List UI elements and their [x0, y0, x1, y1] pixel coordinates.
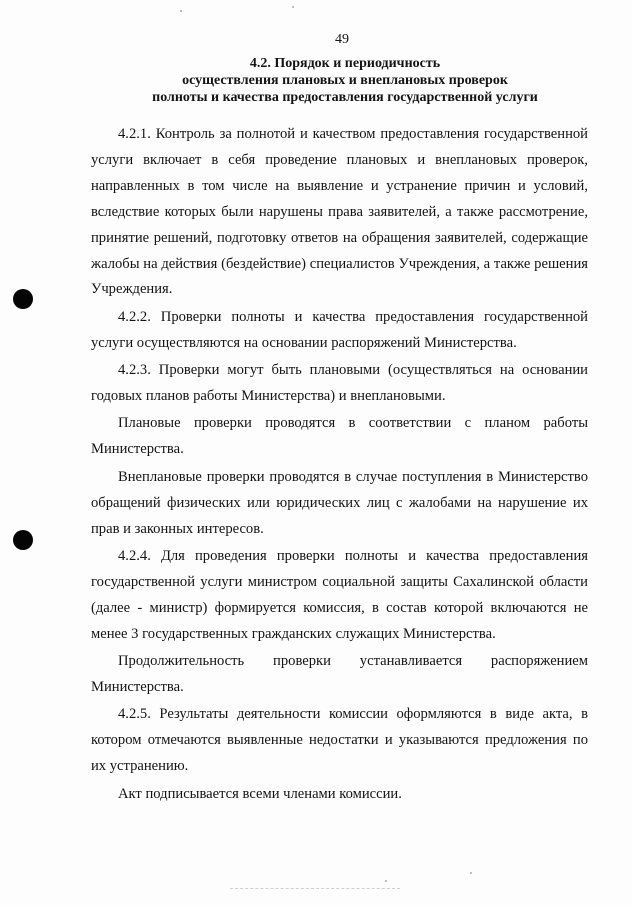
section-heading	[90, 55, 600, 106]
scan-speck	[385, 880, 387, 882]
paragraph: 4.2.5. Результаты деятельности комиссии оформляются в виде акта, в котором отмечаются выявленные недостатки и указываются предложения по их устранению.	[91, 706, 588, 775]
paragraph: 4.2.4. Для проведения проверки полноты и качества предоставления государственной услуги министром социальной защиты Сахалинской области (далее - министр) формируется комиссия, в состав которой включаются не менее 3 государственных гражданских служащих Министерства.	[91, 548, 588, 642]
binder-hole	[13, 530, 33, 550]
binder-hole	[13, 289, 33, 309]
scan-speck	[470, 872, 472, 874]
paragraph: Акт подписывается всеми членами комиссии.	[118, 785, 402, 802]
paragraph: Плановые проверки проводятся в соответствии с планом работы Министерства.	[91, 415, 588, 458]
scan-speck	[180, 10, 182, 12]
paragraph: 4.2.3. Проверки могут быть плановыми (осуществляться на основании годовых планов работы Министерства) и внеплановыми.	[91, 362, 588, 405]
body-text	[91, 122, 588, 808]
paragraph: Продолжительность проверки устанавливается распоряжением Министерства.	[91, 653, 588, 696]
paragraph: 4.2.2. Проверки полноты и качества предоставления государственной услуги осуществляются на основании распоряжений Министерства.	[91, 308, 588, 351]
scan-speck	[292, 6, 294, 8]
section-heading-line: 4.2. Порядок и периодичность	[249, 56, 441, 71]
page-number: 49	[335, 32, 349, 47]
section-heading-line: полноты и качества предоставления государственной услуги	[152, 90, 538, 105]
paragraph: Внеплановые проверки проводятся в случае поступления в Министерство обращений физических или юридических лиц с жалобами на нарушение их прав и законных интересов.	[91, 468, 588, 537]
scan-artifact-line	[230, 888, 400, 889]
section-heading-line: осуществления плановых и внеплановых проверок	[182, 73, 508, 88]
paragraph: 4.2.1. Контроль за полнотой и качеством предоставления государственной услуги включает в себя проведение плановых и внеплановых проверок, направленных в том числе на выявление и устранение причин и условий, вследствие которых были нарушены права заявителей, а также рассмотрение, принятие решений, подготовку ответов на обращения заявителей, содержащие жалобы на действия (бездействие) специалистов Учреждения, а также решения Учреждения.	[91, 126, 588, 298]
